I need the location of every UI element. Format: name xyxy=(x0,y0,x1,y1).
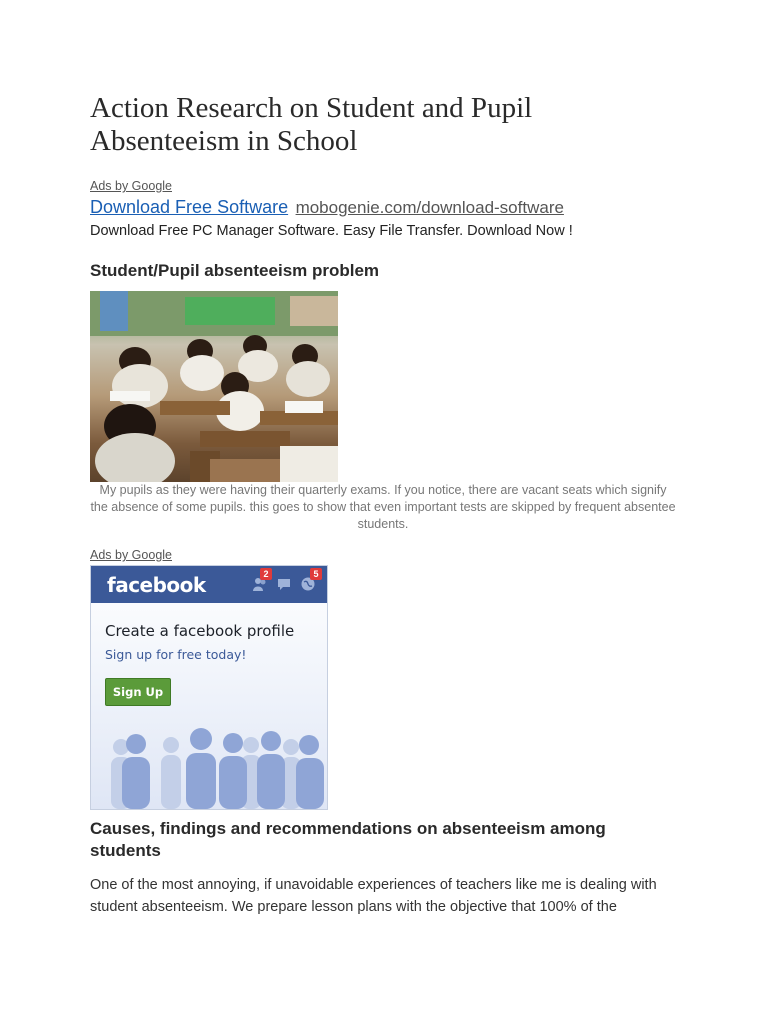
friends-badge: 2 xyxy=(260,568,272,580)
page-title: Action Research on Student and Pupil Absenteeism in School xyxy=(90,92,533,157)
display-ad xyxy=(90,547,680,810)
ad-title-link[interactable]: Download Free Software xyxy=(90,197,289,217)
classroom-photo-illustration xyxy=(90,291,338,482)
facebook-header-bar xyxy=(91,566,327,603)
messages-icon xyxy=(276,576,292,592)
ads-by-google-link[interactable]: Ads by Google xyxy=(90,548,172,562)
ad-url-link[interactable]: mobogenie.com/download-software xyxy=(295,198,564,217)
section-heading: Student/Pupil absenteeism problem xyxy=(90,261,380,280)
notifications-badge: 5 xyxy=(310,568,322,580)
ads-by-google-link[interactable]: Ads by Google xyxy=(90,179,172,193)
facebook-ad-subheading: Sign up for free today! xyxy=(105,647,247,662)
facebook-ad-banner[interactable] xyxy=(90,565,328,810)
ad-headline-row xyxy=(90,196,680,220)
body-paragraph: One of the most annoying, if unavoidable experiences of teachers like me is dealing with student absenteeism. We prepare lesson plans with the objective that 100% of the xyxy=(90,877,657,915)
classroom-photo xyxy=(90,291,338,482)
text-ad xyxy=(90,178,680,240)
section-heading: Causes, findings and recommendations on absenteeism among students xyxy=(90,819,606,860)
document-page xyxy=(90,92,680,918)
sign-up-button[interactable]: Sign Up xyxy=(105,678,171,706)
facebook-ad-heading: Create a facebook profile xyxy=(105,622,295,640)
ad-description: Download Free PC Manager Software. Easy File Transfer. Download Now ! xyxy=(90,223,573,239)
photo-caption: My pupils as they were having their quarterly exams. If you notice, there are vacant seats which signify the absence of some pupils. this goes to show that even important tests are skipped by frequent absentee students. xyxy=(90,483,676,531)
facebook-logo: facebook xyxy=(107,573,206,597)
people-silhouettes-illustration xyxy=(91,719,327,809)
